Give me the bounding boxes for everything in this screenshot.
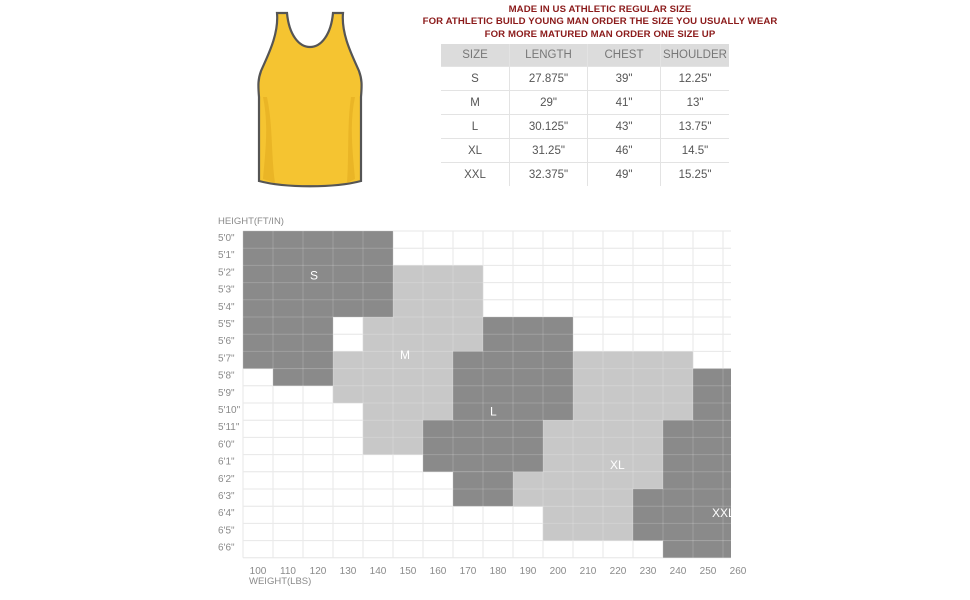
y-tick-label: 6'6" (218, 542, 235, 554)
table-cell: 27.875" (510, 67, 588, 91)
x-tick-label: 260 (729, 566, 747, 577)
y-tick-label: 5'11" (218, 422, 240, 434)
x-tick-label: 130 (339, 566, 357, 577)
x-tick-label: 190 (519, 566, 537, 577)
size-region-xl (513, 472, 663, 489)
size-region-m (393, 265, 483, 317)
x-tick-label: 200 (549, 566, 567, 577)
x-tick-label: 250 (699, 566, 717, 577)
table-cell: S (441, 67, 510, 91)
y-tick-label: 5'2" (218, 267, 235, 279)
table-cell: 31.25" (510, 139, 588, 163)
table-cell: 29" (510, 91, 588, 115)
y-tick-label: 6'1" (218, 456, 235, 468)
x-tick-label: 120 (309, 566, 327, 577)
y-tick-label: 5'4" (218, 301, 235, 313)
headline-line-1: MADE IN US ATHLETIC REGULAR SIZE (508, 4, 692, 15)
y-tick-label: 6'2" (218, 473, 235, 485)
size-region-s (243, 317, 333, 369)
size-region-label: L (490, 404, 497, 419)
table-cell: 41" (588, 91, 661, 115)
y-tick-label: 5'0" (218, 233, 235, 244)
column-header-size: SIZE (441, 44, 510, 67)
y-tick-label: 5'9" (218, 387, 235, 399)
table-cell: 12.25" (661, 67, 730, 91)
table-cell: 13.75" (661, 115, 730, 139)
x-tick-label: 140 (369, 566, 387, 577)
headline-line-2: FOR ATHLETIC BUILD YOUNG MAN ORDER THE SIZE YOU USUALLY WEAR (422, 16, 778, 28)
table-cell: 43" (588, 115, 661, 139)
x-tick-label: 150 (399, 566, 417, 577)
y-tick-label: 5'5" (218, 319, 235, 330)
y-axis-title: HEIGHT(FT/IN) (218, 216, 284, 227)
table-cell: L (441, 115, 510, 139)
table-cell: XL (441, 139, 510, 163)
table-cell: 14.5" (661, 139, 730, 163)
headline-line-3: FOR MORE MATURED MAN ORDER ONE SIZE UP (484, 28, 716, 40)
y-tick-label: 6'0" (218, 439, 235, 451)
y-tick-label: 5'1" (218, 250, 235, 262)
column-header-length: LENGTH (510, 44, 588, 67)
table-cell: 13" (661, 91, 730, 115)
column-header-chest: CHEST (588, 44, 661, 67)
y-tick-label: 5'3" (218, 284, 235, 296)
x-tick-label: 230 (639, 566, 657, 577)
table-cell: 46" (588, 139, 661, 163)
y-tick-label: 6'3" (218, 491, 235, 502)
size-region-label: S (310, 268, 319, 283)
x-tick-label: 110 (280, 566, 296, 577)
x-axis-title: WEIGHT(LBS) (249, 576, 312, 587)
x-tick-label: 240 (669, 566, 687, 577)
y-tick-label: 6'5" (218, 525, 235, 537)
size-region-label: M (400, 347, 410, 362)
size-region-label: XL (610, 457, 625, 472)
y-tick-label: 5'7" (218, 353, 235, 365)
x-tick-label: 170 (459, 566, 477, 577)
table-cell: 30.125" (510, 115, 588, 139)
table-cell: 32.375" (510, 163, 588, 187)
x-tick-label: 180 (489, 566, 507, 577)
y-tick-label: 6'4" (218, 508, 235, 520)
y-tick-label: 5'8" (218, 370, 235, 382)
table-cell: 49" (588, 163, 661, 187)
size-region-xxl (693, 369, 731, 421)
column-header-shoulder: SHOULDER (661, 44, 730, 67)
table-cell: 39" (588, 67, 661, 91)
x-tick-label: 160 (429, 566, 447, 577)
table-cell: M (441, 91, 510, 115)
table-cell: 15.25" (661, 163, 730, 187)
x-tick-label: 210 (579, 566, 597, 577)
y-tick-label: 5'10" (218, 405, 241, 416)
x-tick-label: 220 (609, 566, 627, 577)
table-cell: XXL (441, 163, 510, 187)
size-region-xxl (663, 541, 731, 558)
y-tick-label: 5'6" (218, 336, 235, 348)
x-tick-label: 100 (249, 566, 267, 577)
size-region-label: XXL (712, 506, 735, 521)
